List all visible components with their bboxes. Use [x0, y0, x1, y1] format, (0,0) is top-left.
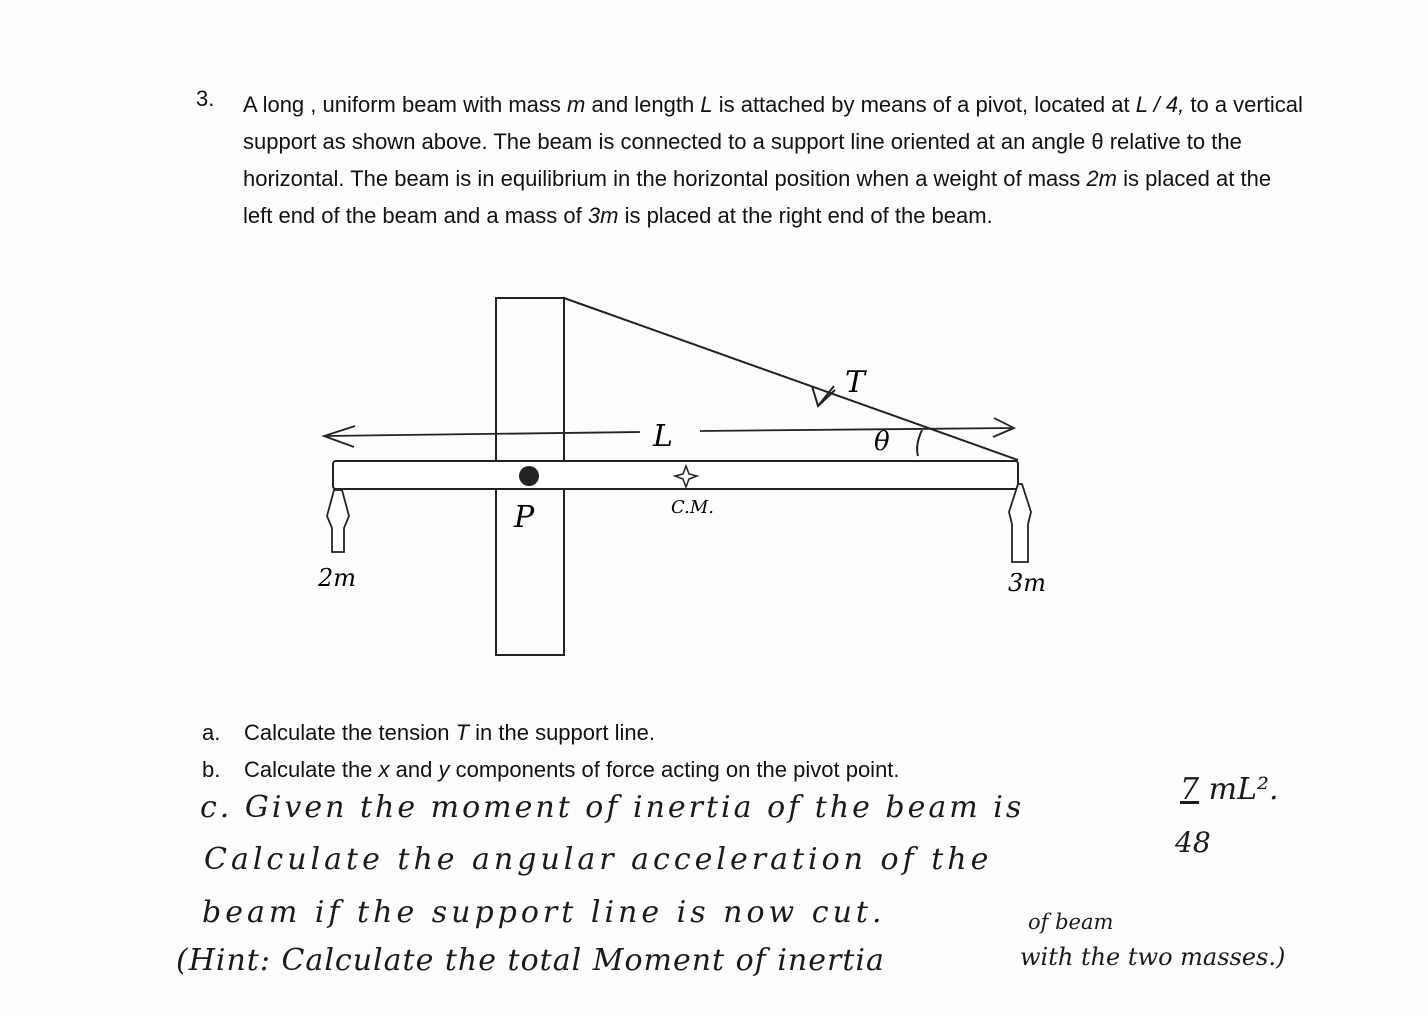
problem-number: 3. — [196, 86, 215, 111]
tension-label: T — [845, 365, 866, 400]
fraction-numerator: 7 mL². — [1180, 772, 1279, 807]
hand-line-4-end: with the two masses.) — [1020, 943, 1286, 971]
hand-line-1: c. Given the moment of inertia of the beam is — [200, 790, 1025, 825]
hand-insert: of beam — [1028, 910, 1114, 934]
length-label: L — [653, 419, 673, 454]
problem-text: A long , uniform beam with mass m and length L is attached by means of a pivot, located at L / 4, to a vertical support as shown above. The beam is connected to a support line oriented at an angle θ relative to the horizontal. The beam is in equilibrium in the horizontal position when a weight of mass 2m is placed at the left end of the beam and a mass of 3m is placed at the right end of the beam. — [243, 92, 1303, 228]
fraction-denominator: 48 — [1175, 826, 1211, 859]
question-a: a. Calculate the tension T in the support line. — [202, 720, 655, 745]
pivot-label: P — [514, 500, 535, 535]
length-arrow-left — [324, 432, 640, 436]
beam — [333, 461, 1018, 489]
hand-line-2: Calculate the angular acceleration of the — [204, 842, 993, 877]
angle-arc — [917, 430, 922, 456]
support-line — [564, 298, 1018, 460]
length-arrow-right — [700, 428, 1014, 431]
question-b: b. Calculate the x and y components of force acting on the pivot point. — [202, 757, 900, 782]
right-mass — [1009, 484, 1031, 562]
angle-label: θ — [874, 427, 890, 457]
left-mass-label: 2m — [318, 564, 357, 592]
right-mass-label: 3m — [1008, 569, 1047, 597]
pivot-dot — [519, 466, 539, 486]
hand-line-3: beam if the support line is now cut. — [202, 895, 886, 930]
hand-line-4-start: (Hint: Calculate the total Moment of inertia — [176, 943, 885, 978]
left-mass — [327, 490, 349, 552]
cm-label: C.M. — [671, 497, 715, 518]
